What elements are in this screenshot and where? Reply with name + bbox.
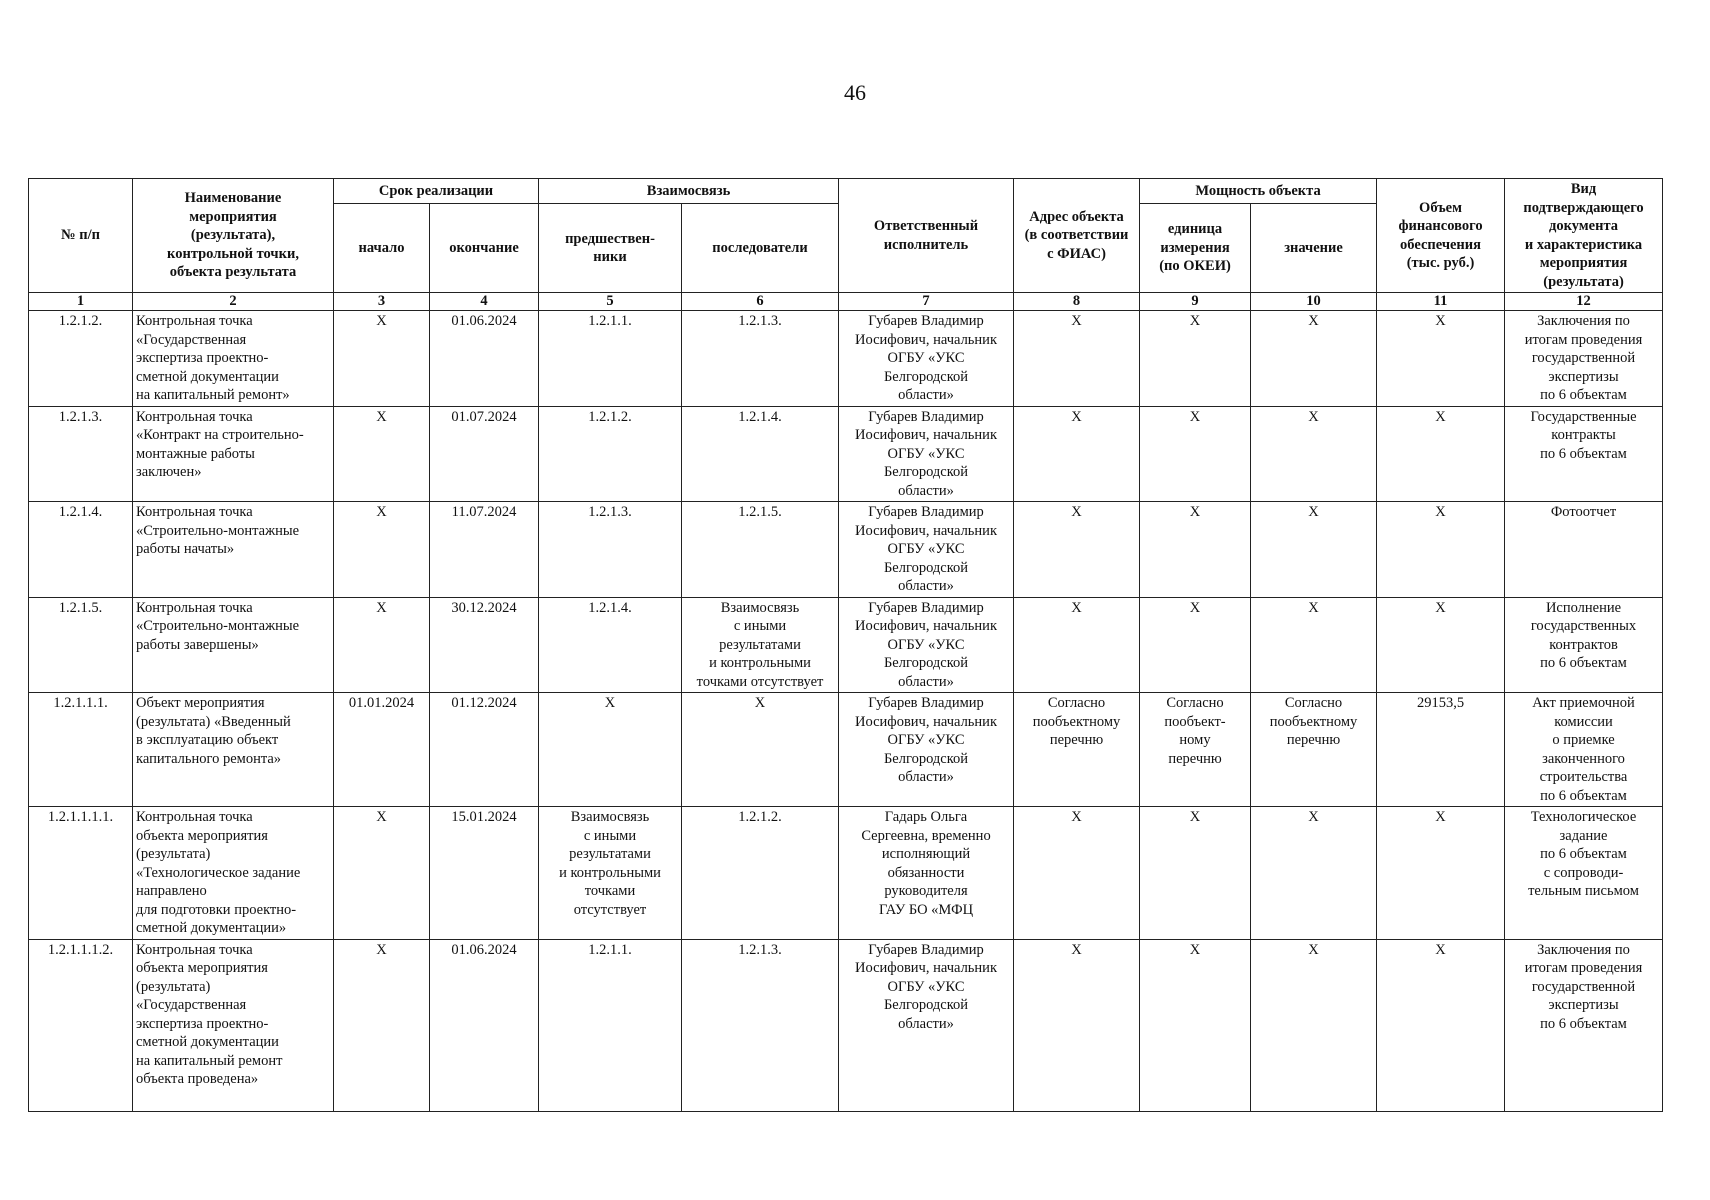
header-relation: Взаимосвязь bbox=[539, 179, 839, 204]
row-responsible: Гадарь Ольга Сергеевна, временно исполняющий обязанности руководителя ГАУ БО «МФЦ bbox=[839, 807, 1014, 940]
row-predecessors: 1.2.1.1. bbox=[539, 939, 682, 1111]
header-responsible: Ответственный исполнитель bbox=[839, 179, 1014, 293]
row-number: 1.2.1.2. bbox=[29, 311, 133, 407]
row-responsible: Губарев Владимир Иосифович, начальник ОГБУ «УКС Белгородской области» bbox=[839, 502, 1014, 598]
row-successors: 1.2.1.4. bbox=[682, 406, 839, 502]
header-period-start: начало bbox=[334, 204, 430, 293]
row-address: X bbox=[1014, 406, 1140, 502]
row-name: Контрольная точка «Контракт на строительно- монтажные работы заключен» bbox=[133, 406, 334, 502]
row-finance: 29153,5 bbox=[1377, 693, 1505, 807]
row-responsible: Губарев Владимир Иосифович, начальник ОГБУ «УКС Белгородской области» bbox=[839, 311, 1014, 407]
row-predecessors: 1.2.1.2. bbox=[539, 406, 682, 502]
row-name: Объект мероприятия (результата) «Введенный в эксплуатацию объект капитального ремонта» bbox=[133, 693, 334, 807]
table-row bbox=[29, 597, 1663, 693]
row-finance: X bbox=[1377, 807, 1505, 940]
header-address: Адрес объекта (в соответствии с ФИАС) bbox=[1014, 179, 1140, 293]
column-number: 11 bbox=[1377, 293, 1505, 311]
row-doc-type: Исполнение государственных контрактов по 6 объектам bbox=[1505, 597, 1663, 693]
row-number: 1.2.1.1.1.2. bbox=[29, 939, 133, 1111]
row-address: Согласно пообъектному перечню bbox=[1014, 693, 1140, 807]
row-successors: Взаимосвязь с иными результатами и контрольными точками отсутствует bbox=[682, 597, 839, 693]
row-value: X bbox=[1251, 311, 1377, 407]
table-row bbox=[29, 502, 1663, 598]
row-name: Контрольная точка «Строительно-монтажные работы завершены» bbox=[133, 597, 334, 693]
row-unit: X bbox=[1140, 597, 1251, 693]
row-number: 1.2.1.1.1.1. bbox=[29, 807, 133, 940]
row-responsible: Губарев Владимир Иосифович, начальник ОГБУ «УКС Белгородской области» bbox=[839, 693, 1014, 807]
row-name: Контрольная точка «Строительно-монтажные работы начаты» bbox=[133, 502, 334, 598]
column-number: 12 bbox=[1505, 293, 1663, 311]
table-body bbox=[29, 311, 1663, 1112]
row-predecessors: 1.2.1.1. bbox=[539, 311, 682, 407]
row-responsible: Губарев Владимир Иосифович, начальник ОГБУ «УКС Белгородской области» bbox=[839, 597, 1014, 693]
column-number: 1 bbox=[29, 293, 133, 311]
row-responsible: Губарев Владимир Иосифович, начальник ОГБУ «УКС Белгородской области» bbox=[839, 406, 1014, 502]
header-finance: Объем финансового обеспечения (тыс. руб.) bbox=[1377, 179, 1505, 293]
column-number: 2 bbox=[133, 293, 334, 311]
header-capacity: Мощность объекта bbox=[1140, 179, 1377, 204]
column-number: 7 bbox=[839, 293, 1014, 311]
table-row bbox=[29, 693, 1663, 807]
table-row bbox=[29, 311, 1663, 407]
column-number: 8 bbox=[1014, 293, 1140, 311]
row-successors: X bbox=[682, 693, 839, 807]
row-start: X bbox=[334, 311, 430, 407]
row-successors: 1.2.1.5. bbox=[682, 502, 839, 598]
column-number-row bbox=[29, 293, 1663, 311]
row-name: Контрольная точка «Государственная экспертиза проектно- сметной документации на капитальный ремонт» bbox=[133, 311, 334, 407]
row-finance: X bbox=[1377, 502, 1505, 598]
row-unit: X bbox=[1140, 502, 1251, 598]
row-address: X bbox=[1014, 807, 1140, 940]
row-name: Контрольная точка объекта мероприятия (результата) «Технологическое задание направлено для подготовки проектно- сметной документации» bbox=[133, 807, 334, 940]
row-name: Контрольная точка объекта мероприятия (результата) «Государственная экспертиза проектно- сметной документации на капитальный ремонт объекта проведена» bbox=[133, 939, 334, 1111]
row-doc-type: Государственные контракты по 6 объектам bbox=[1505, 406, 1663, 502]
row-value: Согласно пообъектному перечню bbox=[1251, 693, 1377, 807]
row-address: X bbox=[1014, 939, 1140, 1111]
row-doc-type: Акт приемочной комиссии о приемке законченного строительства по 6 объектам bbox=[1505, 693, 1663, 807]
column-number: 10 bbox=[1251, 293, 1377, 311]
row-unit: X bbox=[1140, 939, 1251, 1111]
row-doc-type: Заключения по итогам проведения государственной экспертизы по 6 объектам bbox=[1505, 311, 1663, 407]
row-value: X bbox=[1251, 406, 1377, 502]
row-value: X bbox=[1251, 597, 1377, 693]
header-successors: последователи bbox=[682, 204, 839, 293]
row-finance: X bbox=[1377, 406, 1505, 502]
table-row bbox=[29, 406, 1663, 502]
table-header bbox=[29, 179, 1663, 311]
row-predecessors: 1.2.1.3. bbox=[539, 502, 682, 598]
column-number: 3 bbox=[334, 293, 430, 311]
row-unit: X bbox=[1140, 311, 1251, 407]
row-successors: 1.2.1.3. bbox=[682, 311, 839, 407]
row-start: X bbox=[334, 807, 430, 940]
row-number: 1.2.1.4. bbox=[29, 502, 133, 598]
row-address: X bbox=[1014, 597, 1140, 693]
row-end: 01.06.2024 bbox=[430, 311, 539, 407]
column-number: 6 bbox=[682, 293, 839, 311]
row-end: 11.07.2024 bbox=[430, 502, 539, 598]
row-start: X bbox=[334, 597, 430, 693]
header-predecessors: предшествен- ники bbox=[539, 204, 682, 293]
row-finance: X bbox=[1377, 939, 1505, 1111]
row-successors: 1.2.1.2. bbox=[682, 807, 839, 940]
row-start: X bbox=[334, 502, 430, 598]
header-num: № п/п bbox=[29, 179, 133, 293]
row-end: 01.07.2024 bbox=[430, 406, 539, 502]
row-end: 15.01.2024 bbox=[430, 807, 539, 940]
row-start: X bbox=[334, 939, 430, 1111]
row-predecessors: X bbox=[539, 693, 682, 807]
column-number: 4 bbox=[430, 293, 539, 311]
header-unit: единица измерения (по ОКЕИ) bbox=[1140, 204, 1251, 293]
page-number: 46 bbox=[844, 80, 866, 105]
plan-table bbox=[28, 178, 1663, 1112]
row-end: 01.06.2024 bbox=[430, 939, 539, 1111]
row-value: X bbox=[1251, 502, 1377, 598]
table-row bbox=[29, 939, 1663, 1111]
row-predecessors: Взаимосвязь с иными результатами и контрольными точками отсутствует bbox=[539, 807, 682, 940]
row-doc-type: Технологическое задание по 6 объектам с сопроводи- тельным письмом bbox=[1505, 807, 1663, 940]
header-name: Наименование мероприятия (результата), контрольной точки, объекта результата bbox=[133, 179, 334, 293]
header-period: Срок реализации bbox=[334, 179, 539, 204]
column-number: 9 bbox=[1140, 293, 1251, 311]
row-number: 1.2.1.3. bbox=[29, 406, 133, 502]
row-number: 1.2.1.1.1. bbox=[29, 693, 133, 807]
row-doc-type: Заключения по итогам проведения государственной экспертизы по 6 объектам bbox=[1505, 939, 1663, 1111]
row-responsible: Губарев Владимир Иосифович, начальник ОГБУ «УКС Белгородской области» bbox=[839, 939, 1014, 1111]
row-successors: 1.2.1.3. bbox=[682, 939, 839, 1111]
row-unit: X bbox=[1140, 807, 1251, 940]
row-number: 1.2.1.5. bbox=[29, 597, 133, 693]
row-start: 01.01.2024 bbox=[334, 693, 430, 807]
column-number: 5 bbox=[539, 293, 682, 311]
row-predecessors: 1.2.1.4. bbox=[539, 597, 682, 693]
row-doc-type: Фотоотчет bbox=[1505, 502, 1663, 598]
row-finance: X bbox=[1377, 311, 1505, 407]
header-doc-type: Вид подтверждающего документа и характеристика мероприятия (результата) bbox=[1505, 179, 1663, 293]
row-address: X bbox=[1014, 502, 1140, 598]
row-value: X bbox=[1251, 807, 1377, 940]
row-address: X bbox=[1014, 311, 1140, 407]
row-end: 01.12.2024 bbox=[430, 693, 539, 807]
header-value: значение bbox=[1251, 204, 1377, 293]
row-unit: Согласно пообъект- ному перечню bbox=[1140, 693, 1251, 807]
row-start: X bbox=[334, 406, 430, 502]
row-end: 30.12.2024 bbox=[430, 597, 539, 693]
table-row bbox=[29, 807, 1663, 940]
header-period-end: окончание bbox=[430, 204, 539, 293]
row-finance: X bbox=[1377, 597, 1505, 693]
row-unit: X bbox=[1140, 406, 1251, 502]
row-value: X bbox=[1251, 939, 1377, 1111]
